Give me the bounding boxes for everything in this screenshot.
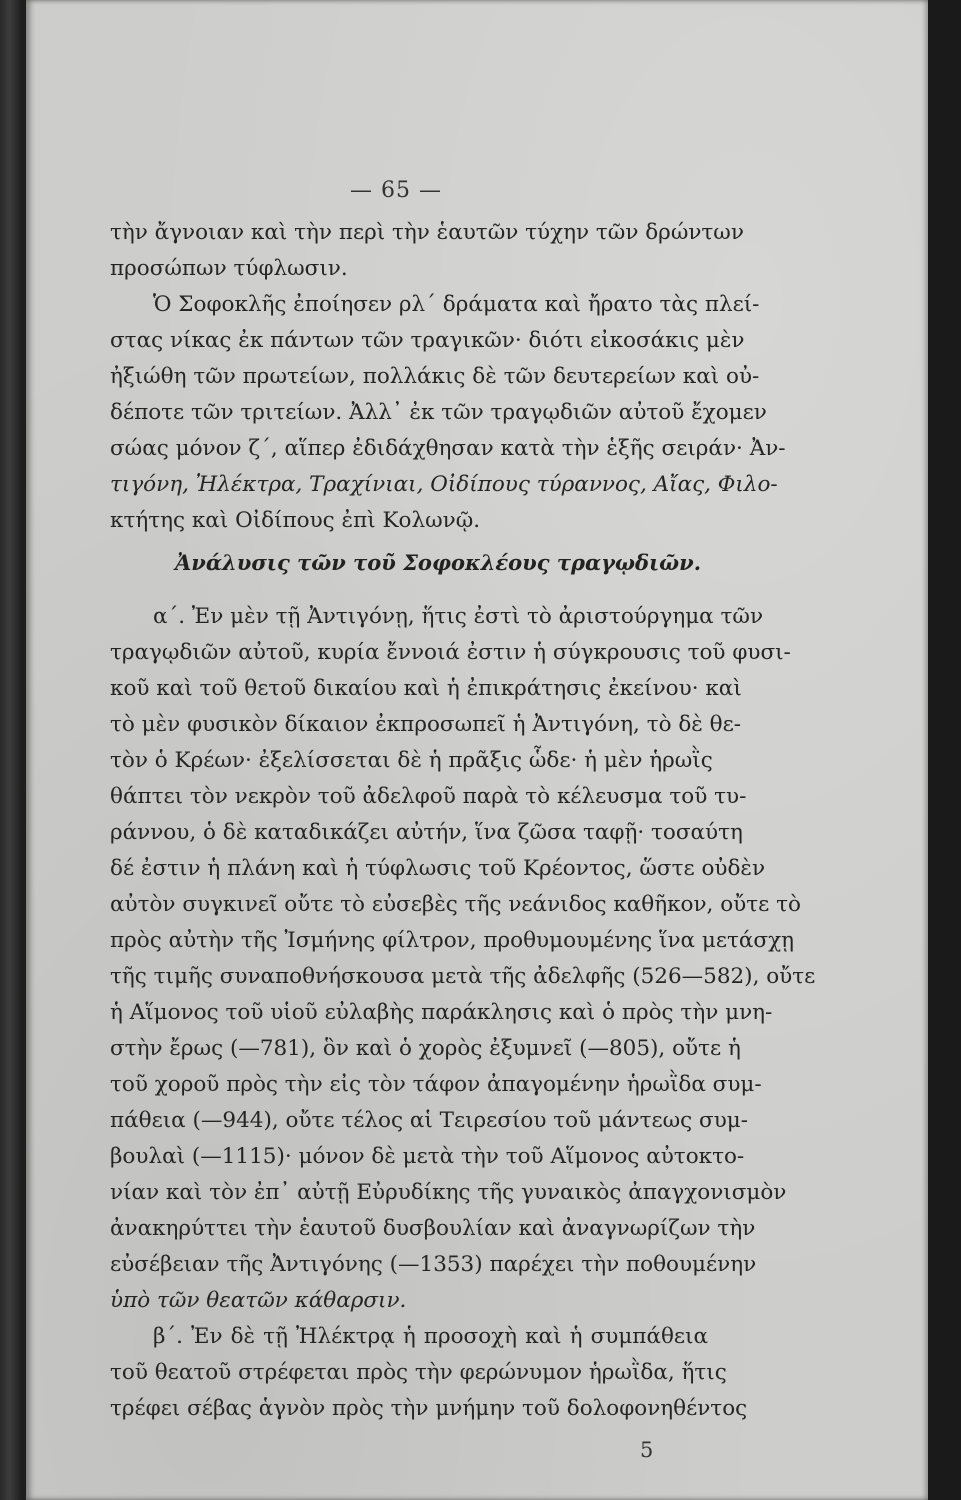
- text-line: τὸν ὁ Κρέων· ἐξελίσσεται δὲ ἡ πρᾶξις ὧδε· ἡ μὲν ἡρωῒς: [110, 748, 713, 773]
- text-line: ράννου, ὁ δὲ καταδικάζει αὐτήν, ἵνα ζῶσα ταφῇ· τοσαύτη: [110, 820, 743, 845]
- text-line: α΄. Ἐν μὲν τῇ Ἀντιγόνῃ, ἥτις ἐστὶ τὸ ἀριστούργημα τῶν: [153, 604, 764, 629]
- text-line: τραγῳδιῶν αὐτοῦ, κυρία ἔννοιά ἐστιν ἡ σύγκρουσις τοῦ φυσι-: [110, 640, 791, 665]
- text-line: Ὁ Σοφοκλῆς ἐποίησεν ρλ΄ δράματα καὶ ἤρατο τὰς πλεί-: [153, 292, 760, 317]
- text-line: ἠξιώθη τῶν πρωτείων, πολλάκις δὲ τῶν δευτερείων καὶ οὐ-: [110, 364, 760, 389]
- text-line: πάθεια (—944), οὔτε τέλος αἱ Τειρεσίου τοῦ μάντεως συμ-: [110, 1108, 749, 1133]
- text-line: τὸ μὲν φυσικὸν δίκαιον ἐκπροσωπεῖ ἡ Ἀντιγόνη, τὸ δὲ θε-: [110, 712, 742, 737]
- text-line: σώας μόνον ζ΄, αἵπερ ἐδιδάχθησαν κατὰ τὴν ἑξῆς σειράν· Ἀν-: [110, 436, 786, 461]
- text-line: τρέφει σέβας ἁγνὸν πρὸς τὴν μνήμην τοῦ δολοφονηθέντος: [110, 1396, 748, 1421]
- signature-mark: 5: [640, 1438, 654, 1462]
- text-line: ὑπὸ τῶν θεατῶν κάθαρσιν.: [110, 1288, 407, 1313]
- text-line: πρὸς αὐτὴν τῆς Ἰσμήνης φίλτρον, προθυμουμένης ἵνα μετάσχῃ: [110, 928, 795, 953]
- text-line: κοῦ καὶ τοῦ θετοῦ δικαίου καὶ ἡ ἐπικράτησις ἐκείνου· καὶ: [110, 676, 742, 701]
- text-line: ἡ Αἵμονος τοῦ υἱοῦ εὐλαβὴς παράκλησις καὶ ὁ πρὸς τὴν μνη-: [110, 1000, 773, 1025]
- text-line: προσώπων τύφλωσιν.: [110, 256, 348, 281]
- text-line: τοῦ θεατοῦ στρέφεται πρὸς τὴν φερώνυμον ἡρωῒδα, ἥτις: [110, 1360, 727, 1385]
- text-line: τὴν ἄγνοιαν καὶ τὴν περὶ τὴν ἑαυτῶν τύχην τῶν δρώντων: [110, 220, 744, 245]
- scan-edge: [928, 0, 961, 1500]
- text-line: ἀνακηρύττει τὴν ἑαυτοῦ δυσβουλίαν καὶ ἀναγνωρίζων τὴν: [110, 1216, 756, 1241]
- text-line: αὐτὸν συγκινεῖ οὔτε τὸ εὐσεβὲς τῆς νεάνιδος καθῆκον, οὔτε τὸ: [110, 892, 801, 917]
- text-line: δέ ἐστιν ἡ πλάνη καὶ ἡ τύφλωσις τοῦ Κρέοντος, ὥστε οὐδὲν: [110, 856, 766, 881]
- text-line: βουλαὶ (—1115)· μόνον δὲ μετὰ τὴν τοῦ Αἵμονος αὐτοκτο-: [110, 1144, 745, 1169]
- text-line: νίαν καὶ τὸν ἐπ᾿ αὐτῇ Εὐρυδίκης τῆς γυναικὸς ἀπαγχονισμὸν: [110, 1180, 787, 1205]
- text-line: τῆς τιμῆς συναποθνήσκουσα μετὰ τῆς ἀδελφῆς (526—582), οὔτε: [110, 964, 816, 989]
- text-line: β΄. Ἐν δὲ τῇ Ἠλέκτρᾳ ἡ προσοχὴ καὶ ἡ συμπάθεια: [153, 1324, 708, 1349]
- page-number: — 65 —: [350, 178, 442, 203]
- text-line: τιγόνη, Ἠλέκτρα, Τραχίνιαι, Οἰδίπους τύραννος, Αἴας, Φιλο-: [110, 472, 778, 497]
- text-line: κτήτης καὶ Οἰδίπους ἐπὶ Κολωνῷ.: [110, 508, 481, 533]
- text-line: στας νίκας ἐκ πάντων τῶν τραγικῶν· διότι εἰκοσάκις μὲν: [110, 328, 745, 353]
- section-heading: Ἀνάλυσις τῶν τοῦ Σοφοκλέους τραγῳδιῶν.: [175, 550, 702, 575]
- text-line: δέποτε τῶν τριτείων. Ἀλλ᾿ ἐκ τῶν τραγῳδιῶν αὐτοῦ ἔχομεν: [110, 400, 767, 425]
- text-line: θάπτει τὸν νεκρὸν τοῦ ἀδελφοῦ παρὰ τὸ κέλευσμα τοῦ τυ-: [110, 784, 747, 809]
- text-line: εὐσέβειαν τῆς Ἀντιγόνης (—1353) παρέχει τὴν ποθουμένην: [110, 1252, 757, 1277]
- text-line: τοῦ χοροῦ πρὸς τὴν εἰς τὸν τάφον ἀπαγομένην ἡρωῒδα συμ-: [110, 1072, 762, 1097]
- text-line: στὴν ἔρως (—781), ὃν καὶ ὁ χορὸς ἐξυμνεῖ (—805), οὔτε ἡ: [110, 1036, 741, 1061]
